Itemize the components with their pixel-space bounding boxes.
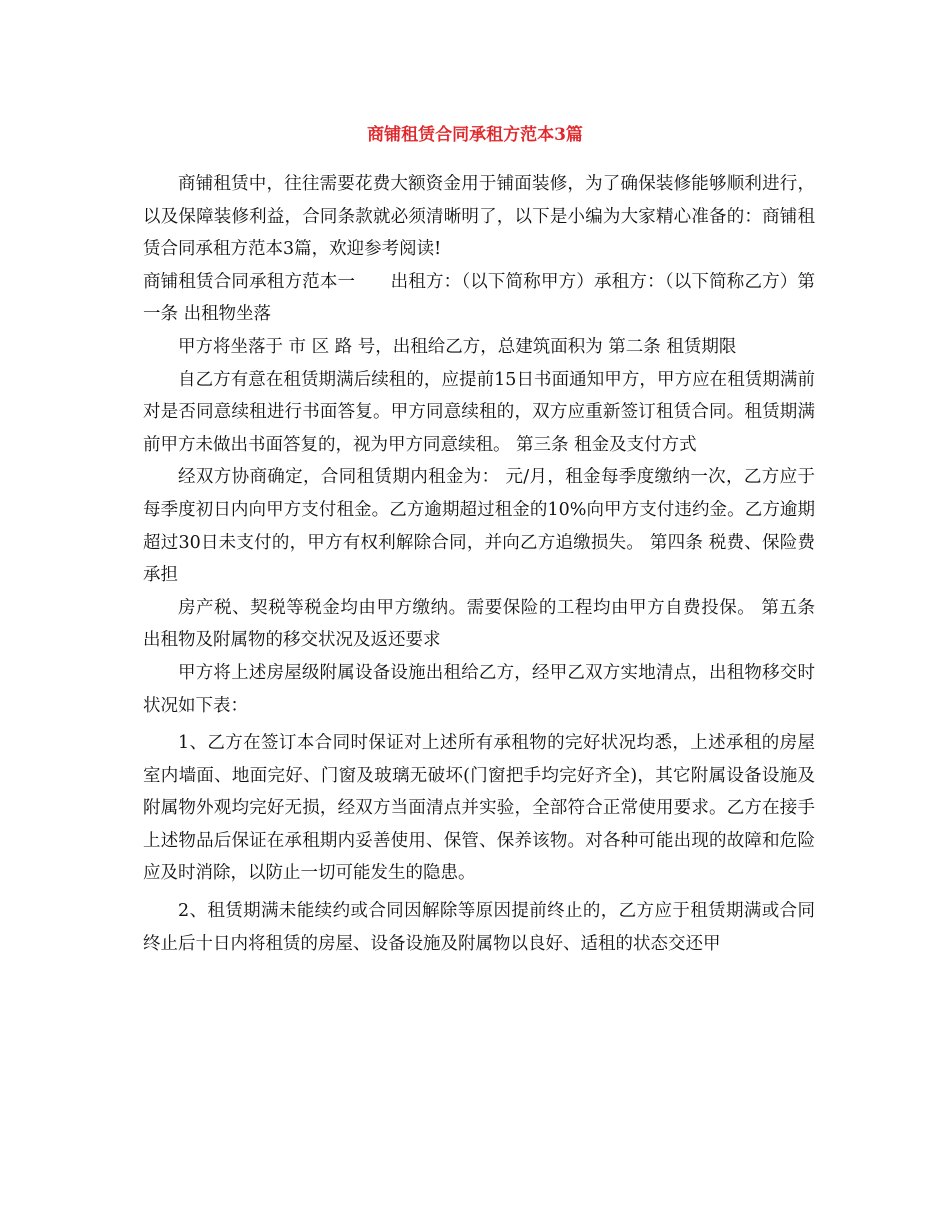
- paragraph-article-4: 房产税、契税等税金均由甲方缴纳。需要保险的工程均由甲方自费投保。 第五条 出租物及附属物的移交状况及返还要求: [143, 597, 815, 651]
- document-title: 商铺租赁合同承租方范本3篇: [367, 125, 583, 145]
- paragraph-article-1: 甲方将坐落于 市 区 路 号，出租给乙方，总建筑面积为 第二条 租赁期限: [178, 336, 737, 357]
- paragraph-contract-heading: 商铺租赁合同承租方范本一 出租方：（以下简称甲方）承租方：（以下简称乙方）第一条 出租物坐落: [143, 271, 815, 325]
- paragraph-article-3: 经双方协商确定，合同租赁期内租金为： 元/月，租金每季度缴纳一次，乙方应于每季度初日内向甲方支付租金。乙方逾期超过租金的10%向甲方支付违约金。乙方逾期超过30日未支付的，甲方有权利解除合同，并向乙方追缴损失。 第四条 税费、保险费承担: [143, 467, 815, 586]
- paragraph-intro: 商铺租赁中，往往需要花费大额资金用于铺面装修，为了确保装修能够顺利进行，以及保障装修利益，合同条款就必须清晰明了，以下是小编为大家精心准备的：商铺租赁合同承租方范本3篇，欢迎参考阅读!: [143, 174, 815, 260]
- paragraph-clause-2: 2、租赁期满未能续约或合同因解除等原因提前终止的，乙方应于租赁期满或合同终止后十日内将租赁的房屋、设备设施及附属物以良好、适租的状态交还甲: [143, 901, 815, 954]
- paragraph-article-5: 甲方将上述房屋级附属设备设施出租给乙方，经甲乙双方实地清点，出租物移交时状况如下表：: [143, 662, 815, 716]
- paragraph-clause-1: 1、乙方在签订本合同时保证对上述所有承租物的完好状况均悉，上述承租的房屋室内墙面、地面完好、门窗及玻璃无破坏(门窗把手均完好齐全)，其它附属设备设施及附属物外观均完好无损，经双方当面清点并实验，全部符合正常使用要求。乙方在接手上述物品后保证在承租期内妥善使用、保管、保养该物。对各种可能出现的故障和危险应及时消除，以防止一切可能发生的隐患。: [143, 733, 815, 884]
- document-body: [143, 168, 815, 960]
- paragraph-article-2: 自乙方有意在租赁期满后续租的，应提前15日书面通知甲方，甲方应在租赁期满前对是否同意续租进行书面答复。甲方同意续租的，双方应重新签订租赁合同。租赁期满前甲方未做出书面答复的，视为甲方同意续租。 第三条 租金及支付方式: [143, 369, 815, 455]
